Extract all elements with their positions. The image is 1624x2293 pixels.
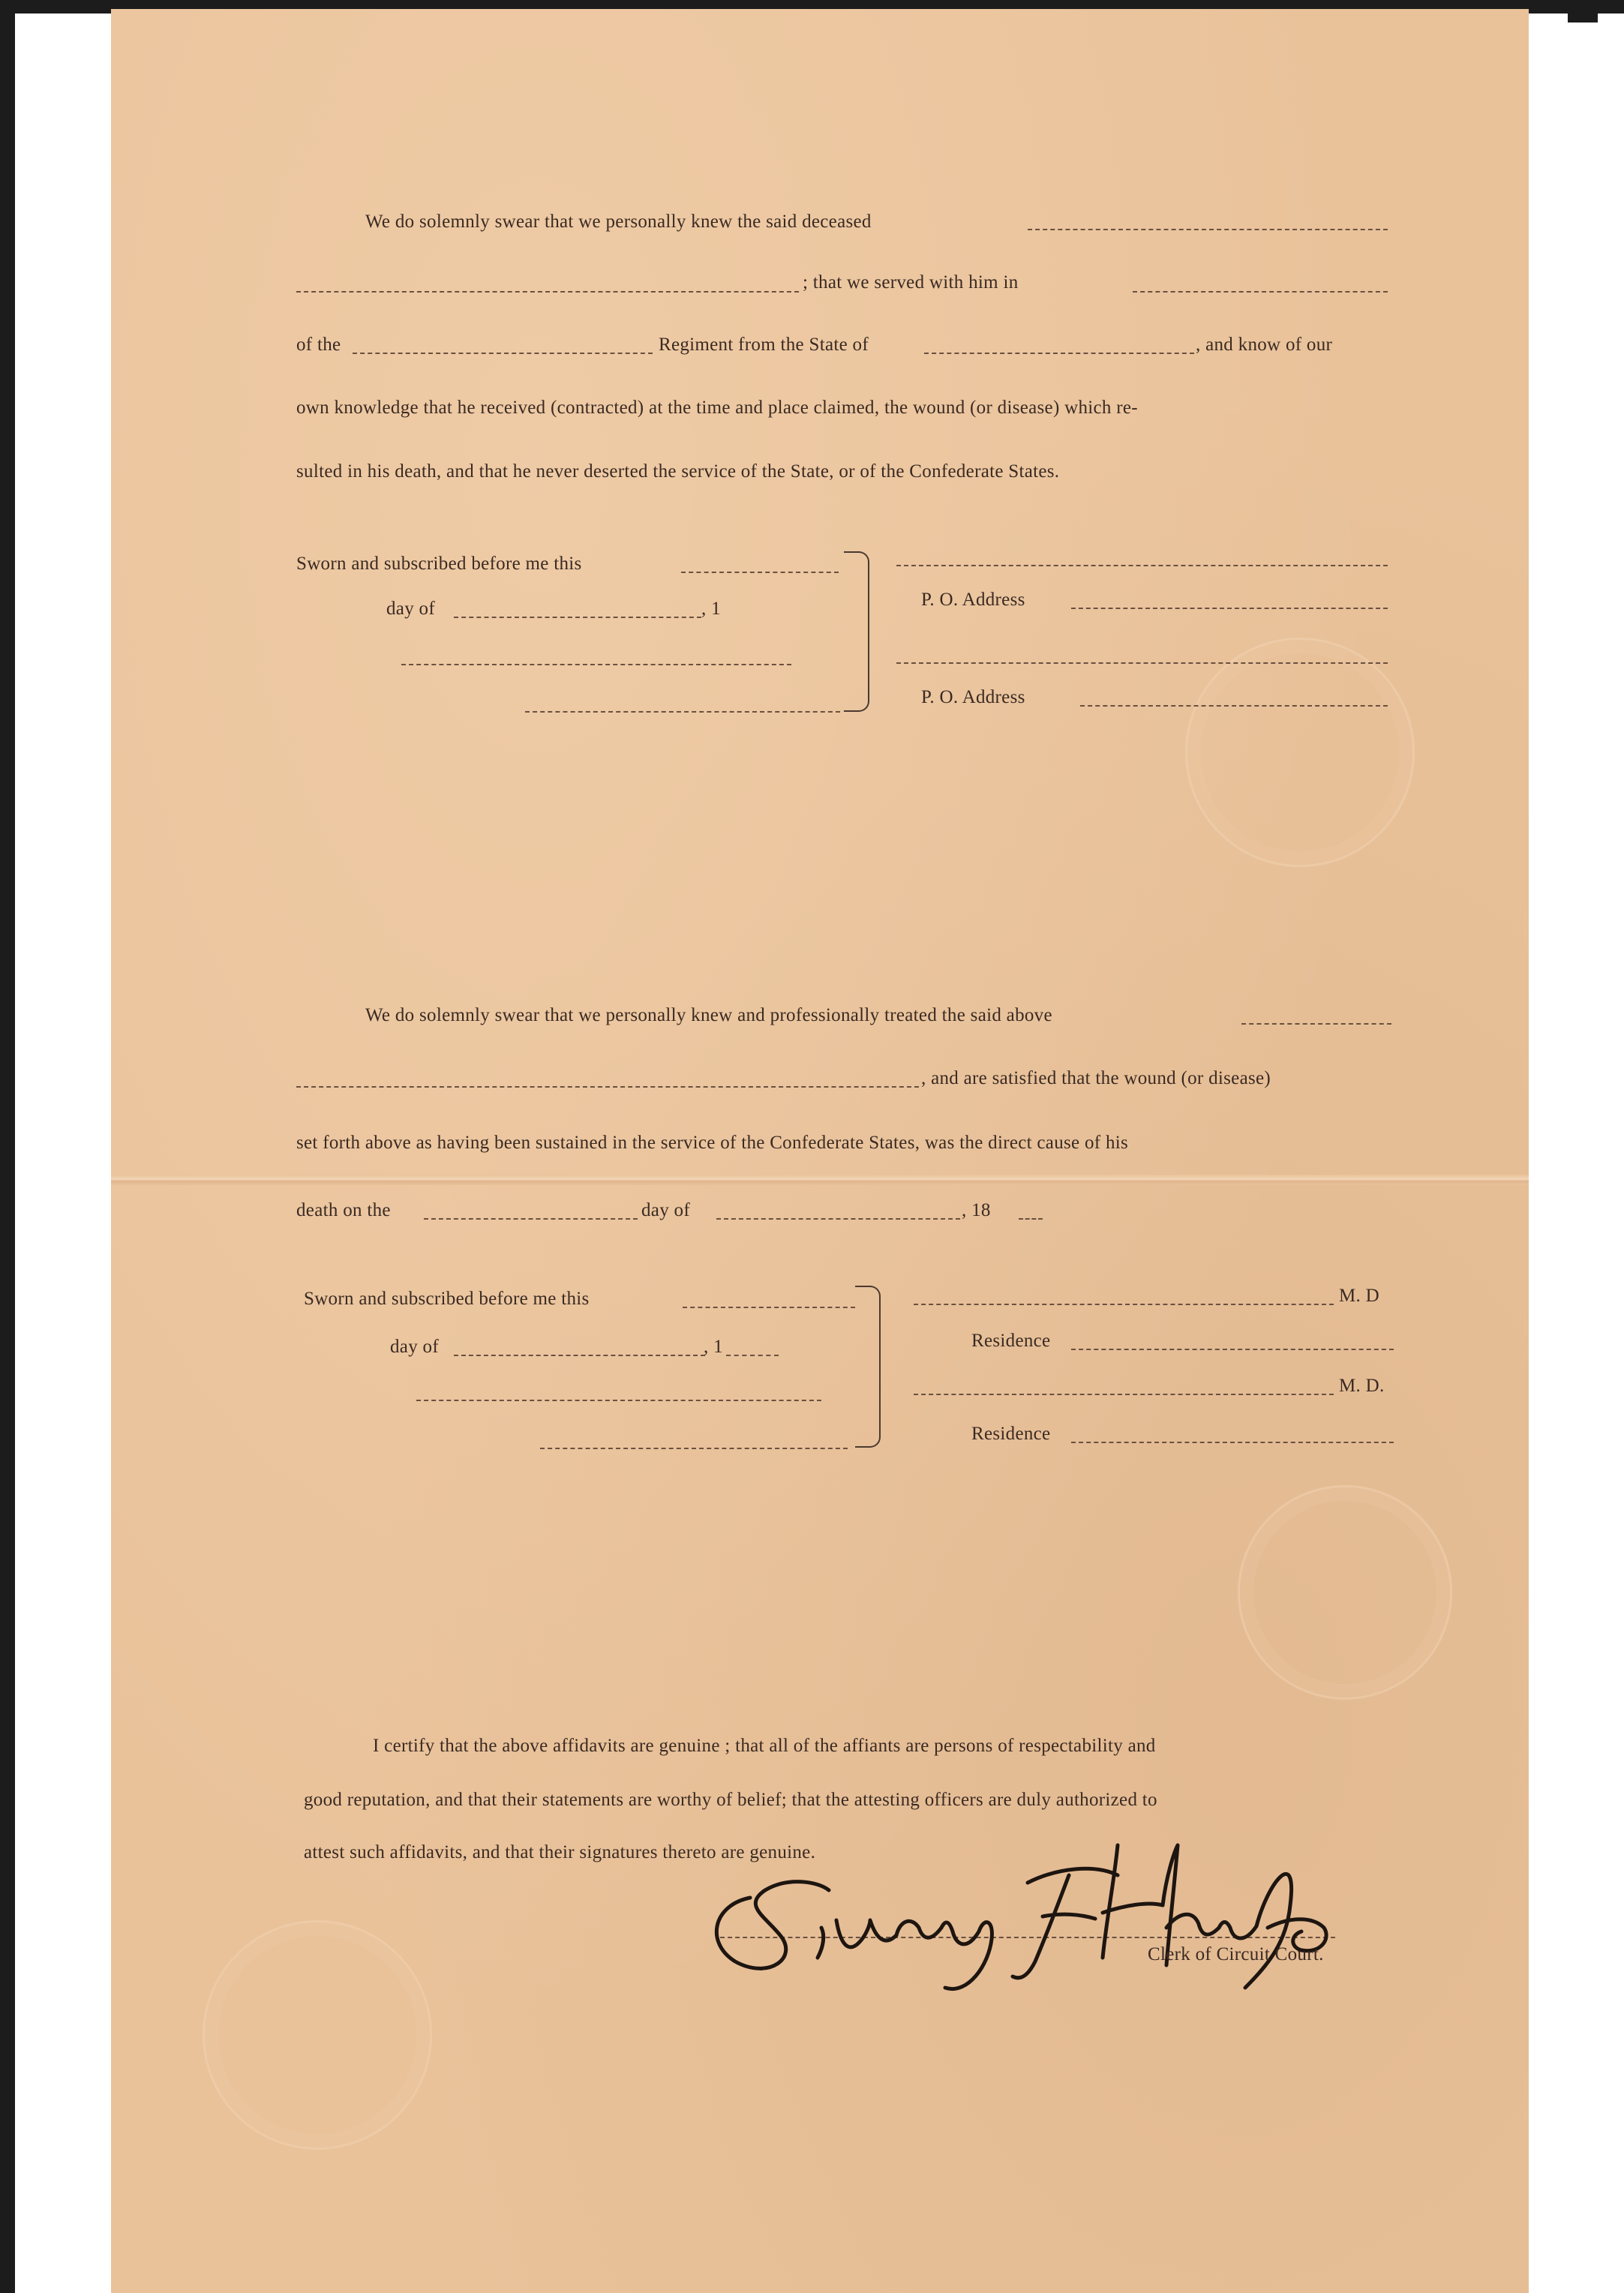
po-address-blank-2 <box>1080 705 1388 707</box>
certification-line-2: good reputation, and that their statements are worthy of belief; that the attesting officers are duly authorized to <box>304 1790 1157 1810</box>
sworn-subscribed-1: Sworn and subscribed before me this <box>296 554 582 574</box>
affidavit-2-line-4-year: , 18 <box>962 1200 991 1220</box>
certification-line-1: I certify that the above affidavits are genuine ; that all of the affiants are persons of respectability and <box>373 1736 1156 1756</box>
bracket-1 <box>844 551 869 712</box>
embossed-seal-top-right <box>1185 638 1415 867</box>
embossed-seal-bottom-left <box>203 1920 432 2150</box>
md-label-1: M. D <box>1339 1286 1379 1306</box>
officer-title-blank-2 <box>540 1448 848 1449</box>
paper-fold-crease <box>111 1175 1529 1185</box>
officer-signature-blank-1 <box>401 664 791 665</box>
affidavit-2-line-4-day-of: day of <box>641 1200 690 1220</box>
sworn-day-blank-1 <box>681 572 839 573</box>
deceased-name-blank <box>1028 229 1388 230</box>
death-year-blank <box>1019 1218 1043 1220</box>
bracket-2 <box>855 1286 881 1448</box>
year-prefix-2: , 1 <box>704 1337 723 1357</box>
physician-1-signature-blank <box>914 1304 1334 1305</box>
state-blank <box>924 353 1194 354</box>
affidavit-1-line-5: sulted in his death, and that he never deserted the service of the State, or of the Confederate States. <box>296 461 1060 482</box>
affidavit-1-line-2: ; that we served with him in <box>803 272 1019 293</box>
deceased-continued-blank <box>296 291 799 293</box>
affidavit-1-line-3-regiment: Regiment from the State of <box>659 335 869 355</box>
affidavit-1-line-1: We do solemnly swear that we personally knew the said deceased <box>365 212 872 232</box>
md-label-2: M. D. <box>1339 1376 1385 1396</box>
residence-label-1: Residence <box>971 1331 1051 1351</box>
day-of-1: day of <box>386 599 435 619</box>
po-address-label-2: P. O. Address <box>921 687 1025 707</box>
residence-label-2: Residence <box>971 1424 1051 1444</box>
sworn-subscribed-2: Sworn and subscribed before me this <box>304 1289 590 1309</box>
clerk-title: Clerk of Circuit Court. <box>1148 1944 1324 1964</box>
deceased-continued-blank-2 <box>296 1086 919 1088</box>
served-in-blank <box>1133 291 1388 293</box>
scan-border-right <box>1568 0 1598 23</box>
affidavit-1-line-3-end: , and know of our <box>1196 335 1333 355</box>
affidavit-2-line-3: set forth above as having been sustained in the service of the Confederate States, was the direct cause of his <box>296 1133 1129 1153</box>
scan-border-left <box>0 0 15 2293</box>
death-day-blank <box>424 1218 638 1220</box>
embossed-seal-middle-right <box>1238 1485 1452 1700</box>
deceased-name-blank-2 <box>1241 1023 1391 1025</box>
regiment-blank <box>353 353 653 354</box>
year-prefix-1: , 1 <box>701 599 721 619</box>
residence-blank-2 <box>1071 1442 1394 1443</box>
po-address-blank-1 <box>1071 608 1388 609</box>
affiant-2-signature-blank <box>896 662 1388 664</box>
clerk-handwritten-signature <box>698 1815 1343 1995</box>
physician-2-signature-blank <box>914 1394 1334 1395</box>
year-blank-2 <box>726 1355 779 1356</box>
day-of-blank-2 <box>454 1355 705 1356</box>
officer-title-blank-1 <box>525 711 840 713</box>
affidavit-2-line-4-death-on: death on the <box>296 1200 391 1220</box>
sworn-day-blank-2 <box>683 1307 855 1308</box>
day-of-2: day of <box>390 1337 439 1357</box>
certification-line-3: attest such affidavits, and that their signatures thereto are genuine. <box>304 1842 816 1862</box>
affidavit-2-line-2: , and are satisfied that the wound (or disease) <box>921 1068 1271 1088</box>
day-of-blank-1 <box>454 617 701 618</box>
officer-signature-blank-2 <box>416 1400 821 1401</box>
affidavit-1-line-3-of-the: of the <box>296 335 341 355</box>
affidavit-2-line-1: We do solemnly swear that we personally knew and professionally treated the said above <box>365 1005 1052 1025</box>
residence-blank-1 <box>1071 1349 1394 1350</box>
po-address-label-1: P. O. Address <box>921 590 1025 610</box>
death-month-blank <box>716 1218 960 1220</box>
affiant-1-signature-blank <box>896 565 1388 566</box>
affidavit-1-line-4: own knowledge that he received (contracted) at the time and place claimed, the wound (or disease) which re- <box>296 398 1138 418</box>
